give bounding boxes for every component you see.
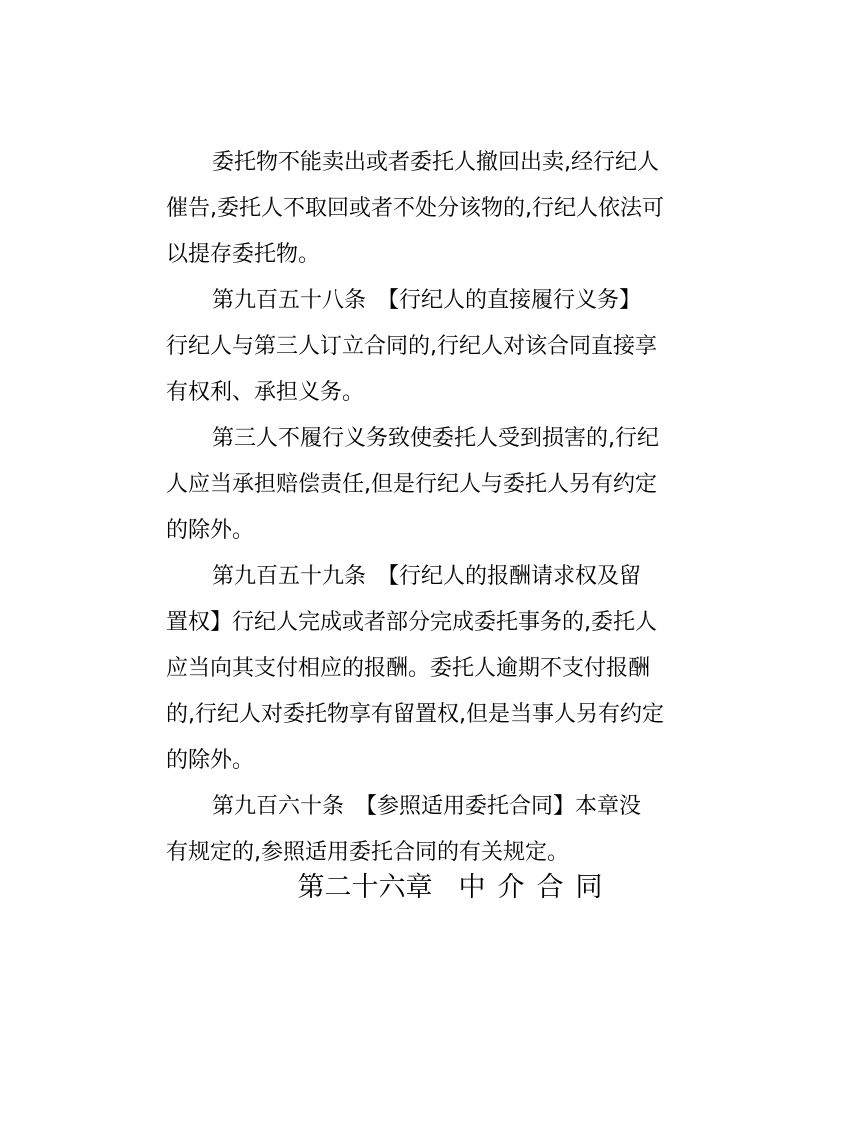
article-text-block <box>166 143 696 879</box>
text-line: 人应当承担赔偿责任,但是行纪人与委托人另有约定 <box>166 472 657 497</box>
text-line: 置权】行纪人完成或者部分完成委托事务的,委托人 <box>166 610 657 635</box>
article-heading-line: 第九百六十条 【参照适用委托合同】本章没 <box>212 794 642 819</box>
text-line: 的除外。 <box>166 518 255 543</box>
text-line: 行纪人与第三人订立合同的,行纪人对该合同直接享 <box>166 334 657 359</box>
text-line: 以提存委托物。 <box>166 242 321 267</box>
paragraph-consignment-storage <box>166 143 696 281</box>
text-line: 的,行纪人对委托物享有留置权,但是当事人另有约定 <box>166 702 664 727</box>
chapter-name: 中介合同 <box>458 872 615 903</box>
article-heading-line: 第九百五十八条 【行纪人的直接履行义务】 <box>212 288 642 313</box>
text-line: 应当向其支付相应的报酬。委托人逾期不支付报酬 <box>166 656 651 681</box>
chapter-number: 第二十六章 <box>297 872 433 903</box>
text-line: 的除外。 <box>166 748 255 773</box>
text-line: 第三人不履行义务致使委托人受到损害的,行纪 <box>212 426 659 451</box>
article-heading-line: 第九百五十九条 【行纪人的报酬请求权及留 <box>212 564 642 589</box>
text-line: 有权利、承担义务。 <box>166 380 365 405</box>
text-line: 委托物不能卖出或者委托人撤回出卖,经行纪人 <box>212 150 659 175</box>
paragraph-third-party-liability <box>166 419 696 557</box>
paragraph-article-958 <box>166 281 696 419</box>
text-line: 催告,委托人不取回或者不处分该物的,行纪人依法可 <box>166 196 664 221</box>
chapter-heading <box>0 866 860 910</box>
text-line: 有规定的,参照适用委托合同的有关规定。 <box>166 840 569 865</box>
paragraph-article-959 <box>166 557 696 787</box>
